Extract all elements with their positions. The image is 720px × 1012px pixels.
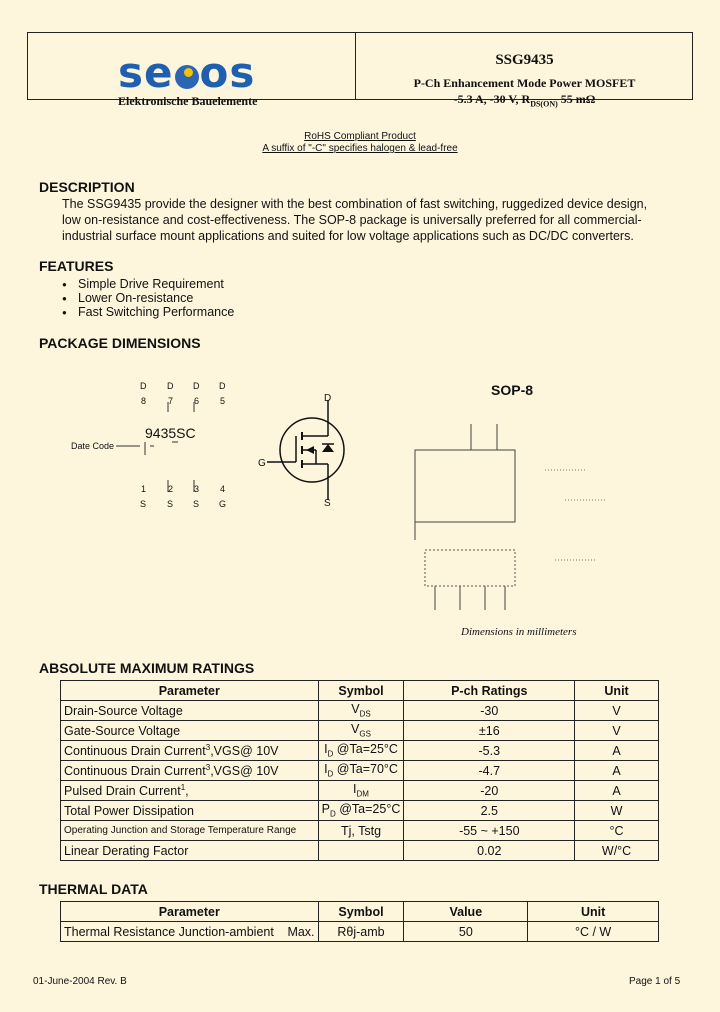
feature-item: ● Simple Drive Requirement bbox=[62, 277, 224, 291]
table-row: Drain-Source Voltage $V_{DS}$ -30 V bbox=[61, 701, 659, 721]
part-subtitle: P-Ch Enhancement Mode Power MOSFET bbox=[413, 76, 636, 90]
table-row: Thermal Resistance Junction-ambient Max. Rθj-amb 50 °C / W bbox=[61, 922, 659, 942]
package-heading: PACKAGE DIMENSIONS bbox=[39, 335, 201, 351]
spec-prefix: -5.3 A, -30 V, R bbox=[453, 92, 531, 106]
date-code-label: Date Code bbox=[71, 441, 115, 451]
spec-sub: DS(ON) bbox=[530, 99, 558, 109]
rohs-line1: RoHS Compliant Product bbox=[304, 131, 416, 142]
logo-subtitle: Elektronische Bauelemente bbox=[118, 94, 258, 108]
feature-item: ● Lower On-resistance bbox=[62, 291, 194, 305]
table-row: Continuous Drain Current$^3$,VGS@ 10V $I_D$ @Ta=70°C -4.7 A bbox=[61, 761, 659, 781]
table-row: Continuous Drain Current$^3$,VGS@ 10V $I_D$ @Ta=25°C -5.3 A bbox=[61, 741, 659, 761]
logo-dot-icon bbox=[175, 65, 199, 89]
feature-item: ● Fast Switching Performance bbox=[62, 305, 235, 319]
symbol-s-label: S bbox=[324, 498, 331, 509]
part-number: SSG9435 bbox=[495, 52, 554, 68]
marking-text: 9435SC bbox=[145, 425, 196, 441]
thermal-heading: THERMAL DATA bbox=[39, 881, 148, 897]
symbol-d-label: D bbox=[324, 393, 332, 404]
table-row: Pulsed Drain Current$^1$, $I_{DM}$ -20 A bbox=[61, 781, 659, 801]
thermal-table bbox=[60, 901, 659, 942]
abs-max-table bbox=[60, 680, 659, 861]
spec-suffix: 55 mΩ bbox=[557, 92, 596, 106]
part-spec bbox=[356, 92, 693, 108]
table-header-row: Parameter Symbol Value Unit bbox=[61, 902, 659, 922]
footer-page: Page 1 of 5 bbox=[629, 976, 681, 987]
sop8-outline-drawing bbox=[405, 420, 625, 620]
secos-logo: se os bbox=[118, 48, 256, 97]
dimensions-note: Dimensions in millimeters bbox=[461, 626, 577, 638]
abs-max-heading: ABSOLUTE MAXIMUM RATINGS bbox=[39, 660, 255, 676]
pinout-lines bbox=[60, 380, 240, 510]
rohs-line2: A suffix of "-C" specifies halogen & lead-free bbox=[262, 143, 458, 154]
description-heading: DESCRIPTION bbox=[39, 179, 135, 195]
table-row: Gate-Source Voltage $V_{GS}$ ±16 V bbox=[61, 721, 659, 741]
symbol-g-label: G bbox=[258, 458, 266, 469]
table-row: Operating Junction and Storage Temperature Range Tj, Tstg -55 ~ +150 °C bbox=[61, 821, 659, 841]
mosfet-symbol-icon bbox=[262, 400, 362, 500]
table-row: Total Power Dissipation $P_D$ @Ta=25°C 2.5 W bbox=[61, 801, 659, 821]
description-text: The SSG9435 provide the designer with the best combination of fast switching, ruggedized device design, low on-resistance and cost-effectiveness. The SOP-8 package is universally preferred for all commercial-industrial surface mount applications and suited for low voltage applications such as DC/DC converters. bbox=[62, 197, 648, 243]
features-heading: FEATURES bbox=[39, 258, 114, 274]
footer-date: 01-June-2004 Rev. B bbox=[33, 976, 127, 987]
sop8-title: SOP-8 bbox=[491, 382, 534, 398]
table-row: Linear Derating Factor 0.02 W/°C bbox=[61, 841, 659, 861]
table-header-row: Parameter Symbol P-ch Ratings Unit bbox=[61, 681, 659, 701]
